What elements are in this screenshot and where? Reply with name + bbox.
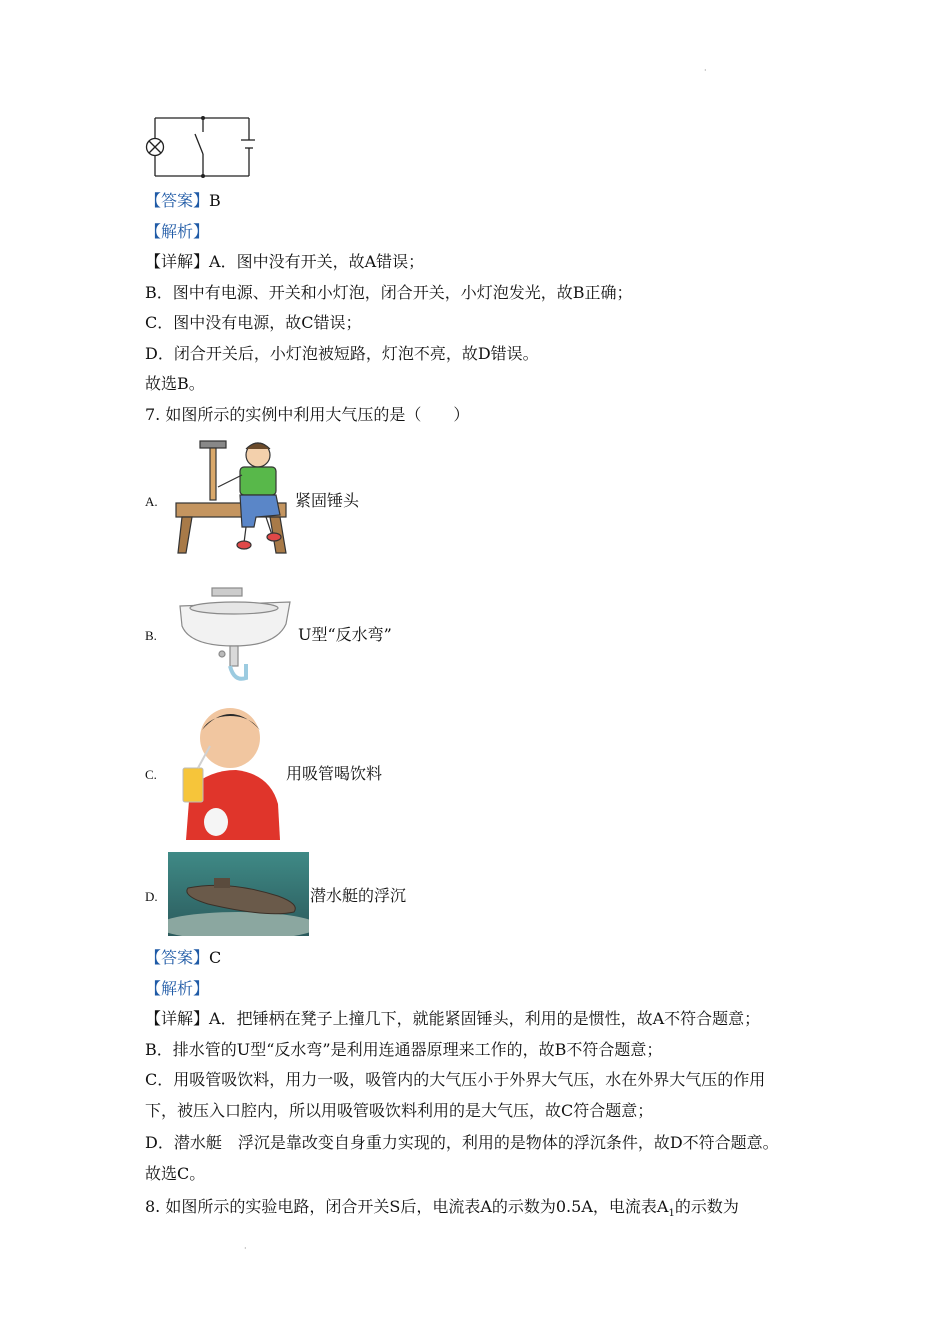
hammer-bench-image [170,435,292,555]
answer-tag: 【答案】 [145,948,210,967]
detail-line-c: C．图中没有电源，故C错误； [145,313,362,332]
question-8-stem-part1: 8. 如图所示的实验电路，闭合开关S后，电流表A的示数为0.5A，电流表A [145,1197,669,1216]
detail-line-b: B．排水管的U型“反水弯”是利用连通器原理来工作的，故B不符合题意； [145,1040,663,1059]
option-letter-b: B. [145,628,157,643]
sink-image [176,584,294,684]
question-8-stem [145,1197,739,1224]
option-letter-d: D. [145,889,158,904]
option-text-b: U型“反水弯” [298,625,392,644]
analysis-tag: 【解析】 [145,979,210,998]
conclusion: 故选C。 [145,1164,206,1183]
question-8-stem-part2: 的示数为 [674,1197,739,1216]
option-text-d: 潜水艇的浮沉 [310,886,407,905]
page-mark: · [704,66,707,75]
circuit-diagram [143,112,255,182]
answer-value: C [209,948,222,967]
detail-line-c2: 下，被压入口腔内，所以用吸管吸饮料利用的是大气压，故C符合题意； [145,1101,654,1120]
answer-value: B [209,191,221,210]
answer-tag: 【答案】 [145,191,210,210]
detail-tag: 【详解】 [145,1009,210,1028]
conclusion: 故选B。 [145,374,205,393]
detail-line-b: B．图中有电源、开关和小灯泡，闭合开关，小灯泡发光，故B正确； [145,283,633,302]
analysis-tag: 【解析】 [145,222,210,241]
detail-line-a: A．把锤柄在凳子上撞几下，就能紧固锤头，利用的是惯性，故A不符合题意； [209,1009,761,1028]
option-letter-a: A. [145,494,158,509]
detail-line-d: D．闭合开关后，小灯泡被短路，灯泡不亮，故D错误。 [145,344,539,363]
question-7-stem: 7. 如图所示的实例中利用大气压的是（ ） [145,405,470,424]
detail-line-d: D．潜水艇 浮沉是靠改变自身重力实现的，利用的是物体的浮沉条件，故D不符合题意。 [145,1133,779,1152]
option-text-a: 紧固锤头 [295,491,360,510]
detail-tag: 【详解】 [145,252,210,271]
page-mark: · [244,1244,247,1253]
detail-line-a: A．图中没有开关，故A错误； [209,252,425,271]
detail-line-c1: C．用吸管吸饮料，用力一吸，吸管内的大气压小于外界大气压，水在外界大气压的作用 [145,1070,766,1089]
ammeter-subscript: 1 [668,1208,675,1220]
boy-drinking-image [180,704,280,840]
submarine-image [168,852,309,936]
option-letter-c: C. [145,767,157,782]
option-text-c: 用吸管喝饮料 [286,764,383,783]
